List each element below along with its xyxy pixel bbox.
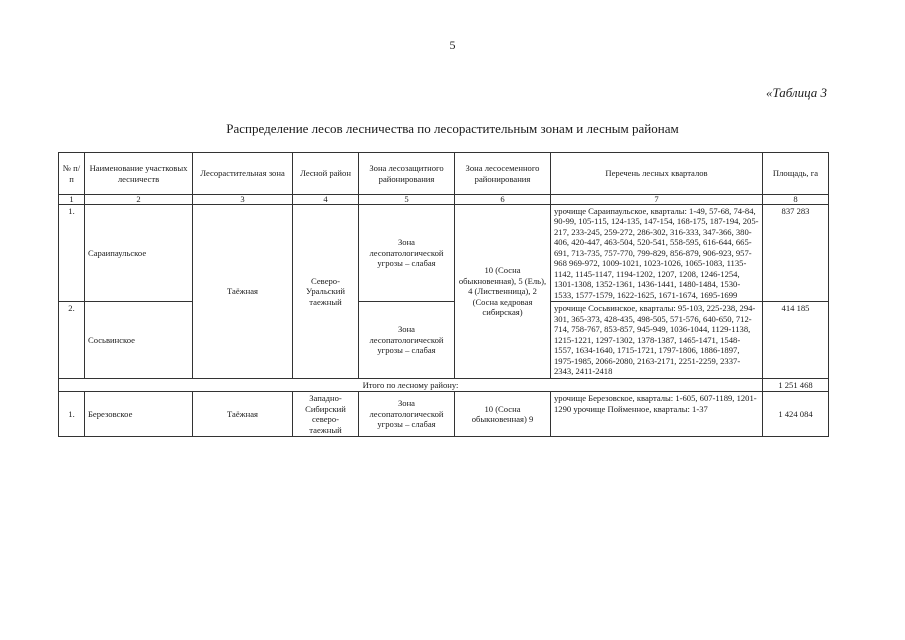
table-row xyxy=(59,392,829,437)
col-number: 3 xyxy=(193,195,293,205)
subtotal-label: Итого по лесному району: xyxy=(59,378,763,391)
header-name: Наименование участковых лесничеств xyxy=(85,153,193,195)
header-zone: Лесорастительная зона xyxy=(193,153,293,195)
vegetation-zone: Таёжная xyxy=(193,205,293,379)
header-seed: Зона лесосеменного районирования xyxy=(455,153,551,195)
quarters-list: урочище Сосьвинское, кварталы: 95-103, 225-238, 294-301, 365-373, 428-435, 498-505, 571-576, 640-650, 712-714, 758-767, 853-857, 945-949, 1036-1044, 1129-1138, 1215-1221, 1297-1302, 1378-1387, 1465-1471, 1548-1557, 1634-1640, 1715-1721, 1797-1806, 1886-1897, 1975-1985, 2066-2080, 2163-2171, 2251-2259, 2337-2343, 2411-2418 xyxy=(551,302,763,378)
quarters-list: урочище Сараипаульское, кварталы: 1-49, 57-68, 74-84, 90-99, 105-115, 124-135, 147-154, 168-175, 187-194, 205-217, 233-245, 259-272, 286-302, 316-333, 347-366, 380-406, 420-447, 463-504, 520-541, 558-595, 616-644, 665-691, 713-735, 757-770, 799-829, 856-879, 906-923, 957-968 969-972, 1009-1021, 1023-1026, 1065-1083, 1135-1142, 1145-1147, 1194-1202, 1207, 1208, 1246-1254, 1301-1308, 1352-1361, 1436-1441, 1480-1484, 1530-1533, 1577-1579, 1622-1625, 1671-1674, 1695-1699 xyxy=(551,205,763,302)
column-number-row xyxy=(59,195,829,205)
col-number: 7 xyxy=(551,195,763,205)
col-number: 8 xyxy=(763,195,829,205)
row-number: 1. xyxy=(59,392,85,437)
forestry-name: Березовское xyxy=(85,392,193,437)
area-value: 414 185 xyxy=(763,302,829,378)
subtotal-row xyxy=(59,378,829,391)
header-quarters: Перечень лесных кварталов xyxy=(551,153,763,195)
forest-district: Западно-Сибирский северо-таежный xyxy=(293,392,359,437)
forestry-name: Сараипаульское xyxy=(85,205,193,302)
header-num: № п/п xyxy=(59,153,85,195)
col-number: 6 xyxy=(455,195,551,205)
page-number: 5 xyxy=(449,38,456,52)
col-number: 1 xyxy=(59,195,85,205)
protection-zone: Зона лесопатологической угрозы – слабая xyxy=(359,302,455,378)
subtotal-area: 1 251 468 xyxy=(763,378,829,391)
row-number: 1. xyxy=(59,205,85,302)
seed-zone: 10 (Сосна обыкновенная) 9 xyxy=(455,392,551,437)
table-row xyxy=(59,205,829,302)
vegetation-zone: Таёжная xyxy=(193,392,293,437)
quarters-list: урочище Березовское, кварталы: 1-605, 607-1189, 1201-1290 урочище Пойменное, кварталы: 1-37 xyxy=(551,392,763,437)
header-protect: Зона лесозащитного районирования xyxy=(359,153,455,195)
table-title: Распределение лесов лесничества по лесорастительным зонам и лесным районам xyxy=(226,121,679,136)
protection-zone: Зона лесопатологической угрозы – слабая xyxy=(359,392,455,437)
seed-zone: 10 (Сосна обыкновенная), 5 (Ель), 4 (Лиственница), 2 (Сосна кедровая сибирская) xyxy=(455,205,551,379)
area-value: 1 424 084 xyxy=(763,392,829,437)
row-number: 2. xyxy=(59,302,85,378)
forestry-name: Сосьвинское xyxy=(85,302,193,378)
table-row xyxy=(59,302,829,378)
header-row xyxy=(59,153,829,195)
header-district: Лесной район xyxy=(293,153,359,195)
col-number: 5 xyxy=(359,195,455,205)
col-number: 2 xyxy=(85,195,193,205)
protection-zone: Зона лесопатологической угрозы – слабая xyxy=(359,205,455,302)
forest-district: Северо-Уральский таежный xyxy=(293,205,359,379)
col-number: 4 xyxy=(293,195,359,205)
header-area: Площадь, га xyxy=(763,153,829,195)
forest-distribution-table xyxy=(58,152,829,437)
table-label: «Таблица 3 xyxy=(765,85,827,100)
area-value: 837 283 xyxy=(763,205,829,302)
